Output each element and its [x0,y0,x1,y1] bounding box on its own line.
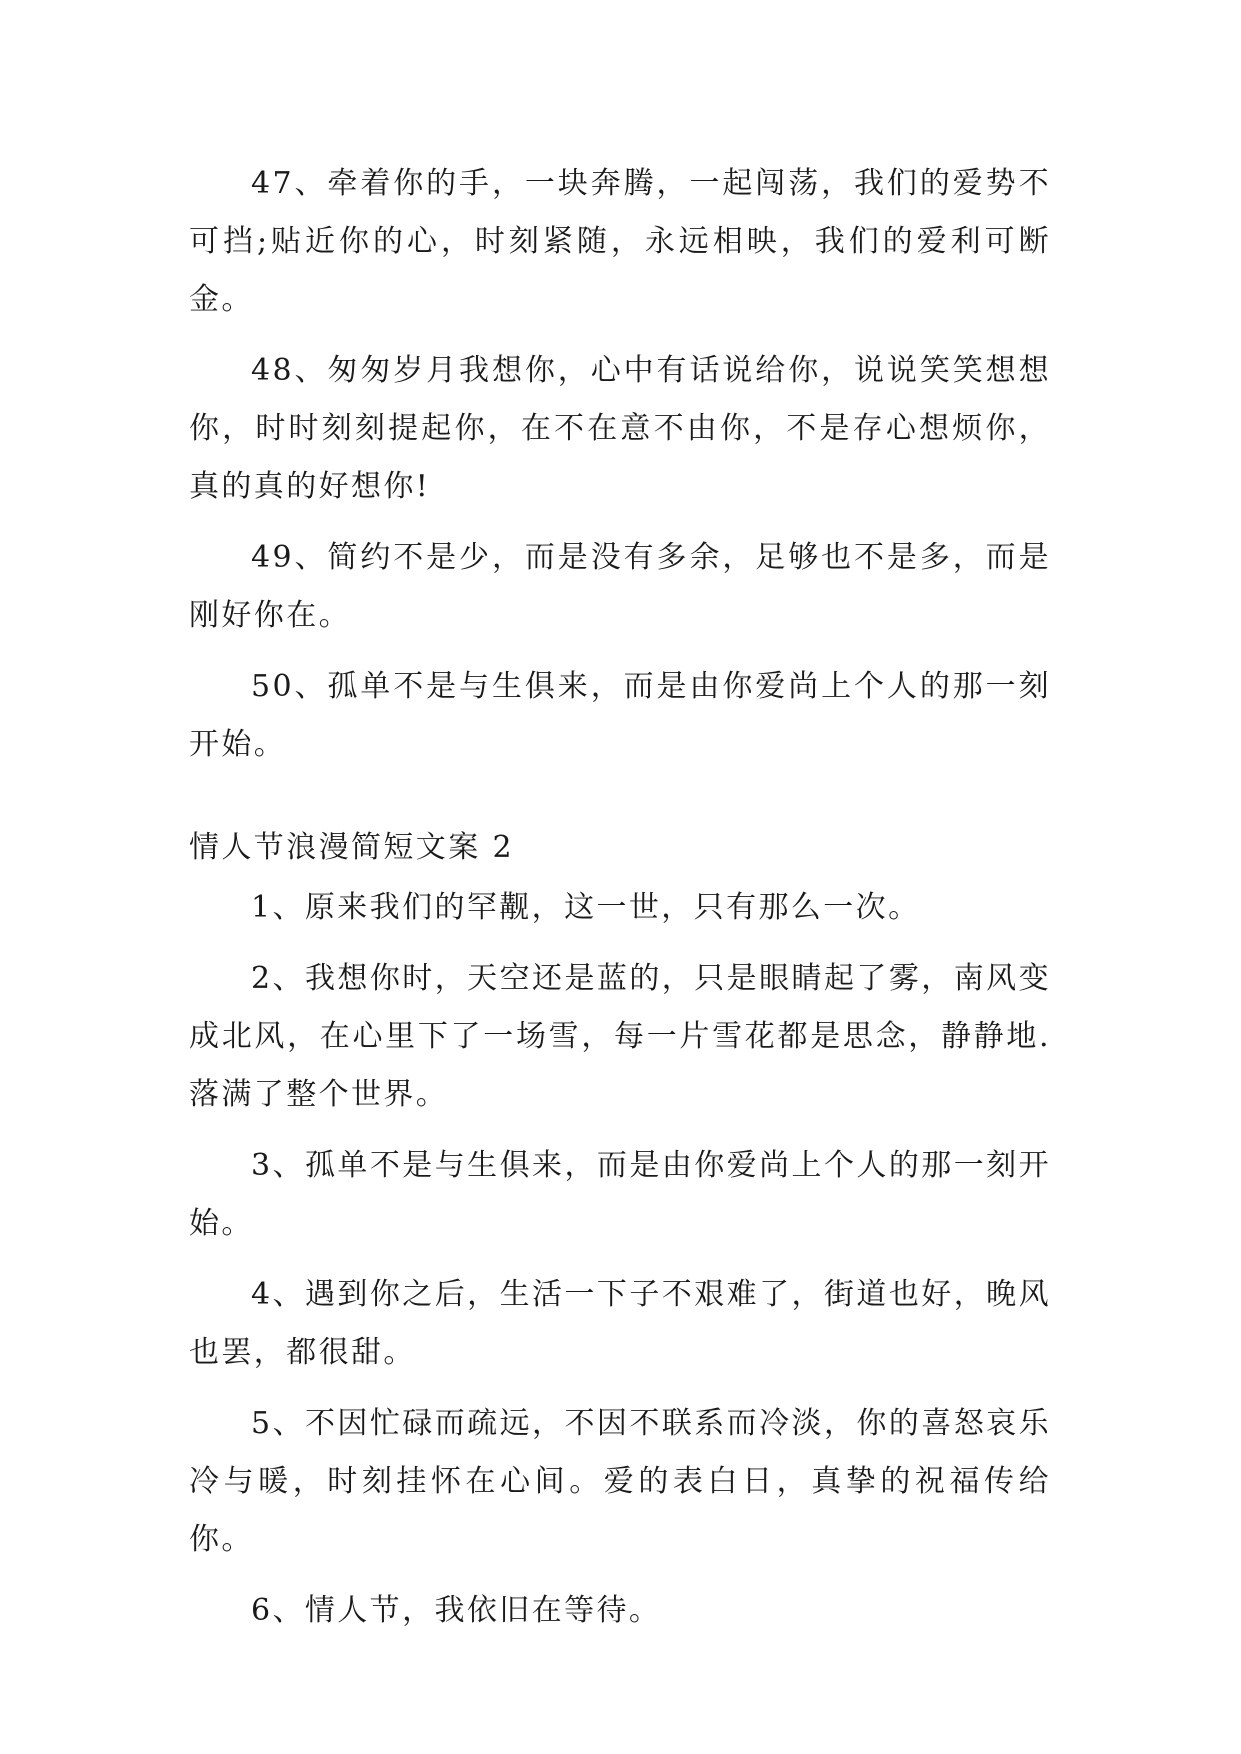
paragraph-49: 49、简约不是少，而是没有多余，足够也不是多，而是刚好你在。 [189,540,1051,633]
paragraph-1: 1、原来我们的罕觏，这一世，只有那么一次。 [251,890,921,925]
paragraph-50: 50、孤单不是与生俱来，而是由你爱尚上个人的那一刻开始。 [189,669,1051,762]
paragraph-47: 47、牵着你的手，一块奔腾，一起闯荡，我们的爱势不可挡;贴近你的心，时刻紧随，永远相映，我们的爱利可断金。 [189,166,1051,317]
paragraph-5: 5、不因忙碌而疏远，不因不联系而冷淡，你的喜怒哀乐冷与暖，时刻挂怀在心间。爱的表白日，真挚的祝福传给你。 [189,1406,1051,1557]
paragraph-4: 4、遇到你之后，生活一下子不艰难了，街道也好，晚风也罢，都很甜。 [189,1277,1051,1370]
paragraph-2: 2、我想你时，天空还是蓝的，只是眼睛起了雾，南风变成北风，在心里下了一场雪，每一片雪花都是思念，静静地.落满了整个世界。 [189,961,1051,1112]
paragraph-6: 6、情人节，我依旧在等待。 [251,1593,662,1628]
paragraph-3: 3、孤单不是与生俱来，而是由你爱尚上个人的那一刻开始。 [189,1148,1051,1241]
paragraph-48: 48、匆匆岁月我想你，心中有话说给你，说说笑笑想想你，时时刻刻提起你，在不在意不由你，不是存心想烦你，真的真的好想你! [189,353,1051,504]
section-title: 情人节浪漫简短文案 2 [189,830,515,865]
document-page [189,155,1051,1653]
